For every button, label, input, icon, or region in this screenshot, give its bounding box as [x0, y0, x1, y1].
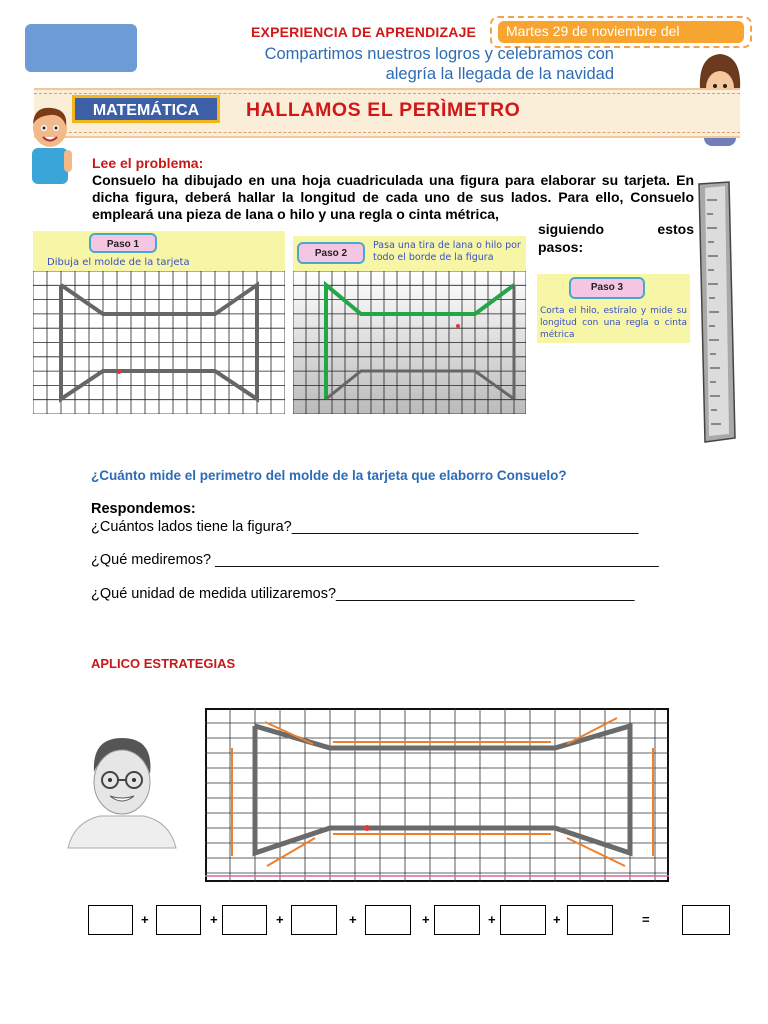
plus-sign: +: [422, 912, 430, 927]
subject-label: MATEMÁTICA: [72, 95, 220, 123]
side-length-box-3[interactable]: [222, 905, 267, 935]
equals-sign: =: [642, 912, 650, 927]
step-1-grid-figure: [33, 271, 285, 414]
student-boy-illustration: [22, 100, 80, 188]
plus-sign: +: [553, 912, 561, 927]
problem-text: Consuelo ha dibujado en una hoja cuadriculada una figura para elaborar su tarjeta. En dicha figura, deberá hallar la longitud de cada uno de sus lados. Para ello, Consuelo empleará una pieza de lana o hilo y una regla o cinta métrica,: [92, 172, 694, 222]
apply-grid-figure: [205, 708, 669, 882]
side-length-box-6[interactable]: [434, 905, 480, 935]
plus-sign: +: [210, 912, 218, 927]
main-question: ¿Cuánto mide el perimetro del molde de la tarjeta que elaborro Consuelo?: [91, 468, 567, 483]
banner-stitch-bottom: [34, 132, 740, 133]
subtitle-line-2: alegría la llegada de la navidad: [385, 65, 614, 83]
step-2-caption: Pasa una tira de lana o hilo por todo el borde de la figura: [373, 240, 521, 263]
question-unit: ¿Qué unidad de medida utilizaremos?_____________________________________: [91, 586, 635, 602]
side-length-box-5[interactable]: [365, 905, 411, 935]
side-length-box-1[interactable]: [88, 905, 133, 935]
step-1-badge: Paso 1: [89, 233, 157, 253]
plus-sign: +: [141, 912, 149, 927]
question-sides: ¿Cuántos lados tiene la figura?___________________________________________: [91, 519, 639, 535]
plus-sign: +: [276, 912, 284, 927]
side-length-box-7[interactable]: [500, 905, 546, 935]
strategies-label: APLICO ESTRATEGIAS: [91, 656, 236, 671]
respond-label: Respondemos:: [91, 501, 196, 517]
step-2-grid-figure: [293, 271, 526, 414]
perimeter-total-box[interactable]: [682, 905, 730, 935]
problem-text-continuation: siguiendo estos: [538, 221, 694, 237]
step-2-badge: Paso 2: [297, 242, 365, 264]
side-length-box-4[interactable]: [291, 905, 337, 935]
date-text: Martes 29 de noviembre del: [498, 21, 744, 43]
step-3-panel: [537, 274, 690, 343]
page-title: HALLAMOS EL PERÌMETRO: [246, 99, 521, 121]
question-what-measure: ¿Qué mediremos? _______________________________________________________: [91, 552, 659, 568]
step-2-panel: [293, 236, 526, 414]
problem-label: Lee el problema:: [92, 155, 204, 171]
banner-stitch-top: [34, 93, 740, 94]
side-length-box-8[interactable]: [567, 905, 613, 935]
plus-sign: +: [349, 912, 357, 927]
problem-text-end: pasos:: [538, 239, 584, 255]
school-logo-placeholder: [25, 24, 137, 72]
experience-title: EXPERIENCIA DE APRENDIZAJE: [251, 24, 477, 40]
child-glasses-illustration: [64, 732, 180, 850]
ruler-illustration: [693, 180, 741, 444]
plus-sign: +: [488, 912, 496, 927]
step-3-badge: Paso 3: [569, 277, 645, 299]
side-length-box-2[interactable]: [156, 905, 201, 935]
step-1-caption: Dibuja el molde de la tarjeta: [47, 257, 190, 268]
step-1-panel: [33, 231, 285, 414]
step-3-caption: Corta el hilo, estíralo y mide su longitud con una regla o cinta métrica: [540, 306, 687, 340]
subtitle-line-1: Compartimos nuestros logros y celebramos con: [264, 45, 614, 63]
experience-subtitle: [180, 44, 614, 84]
